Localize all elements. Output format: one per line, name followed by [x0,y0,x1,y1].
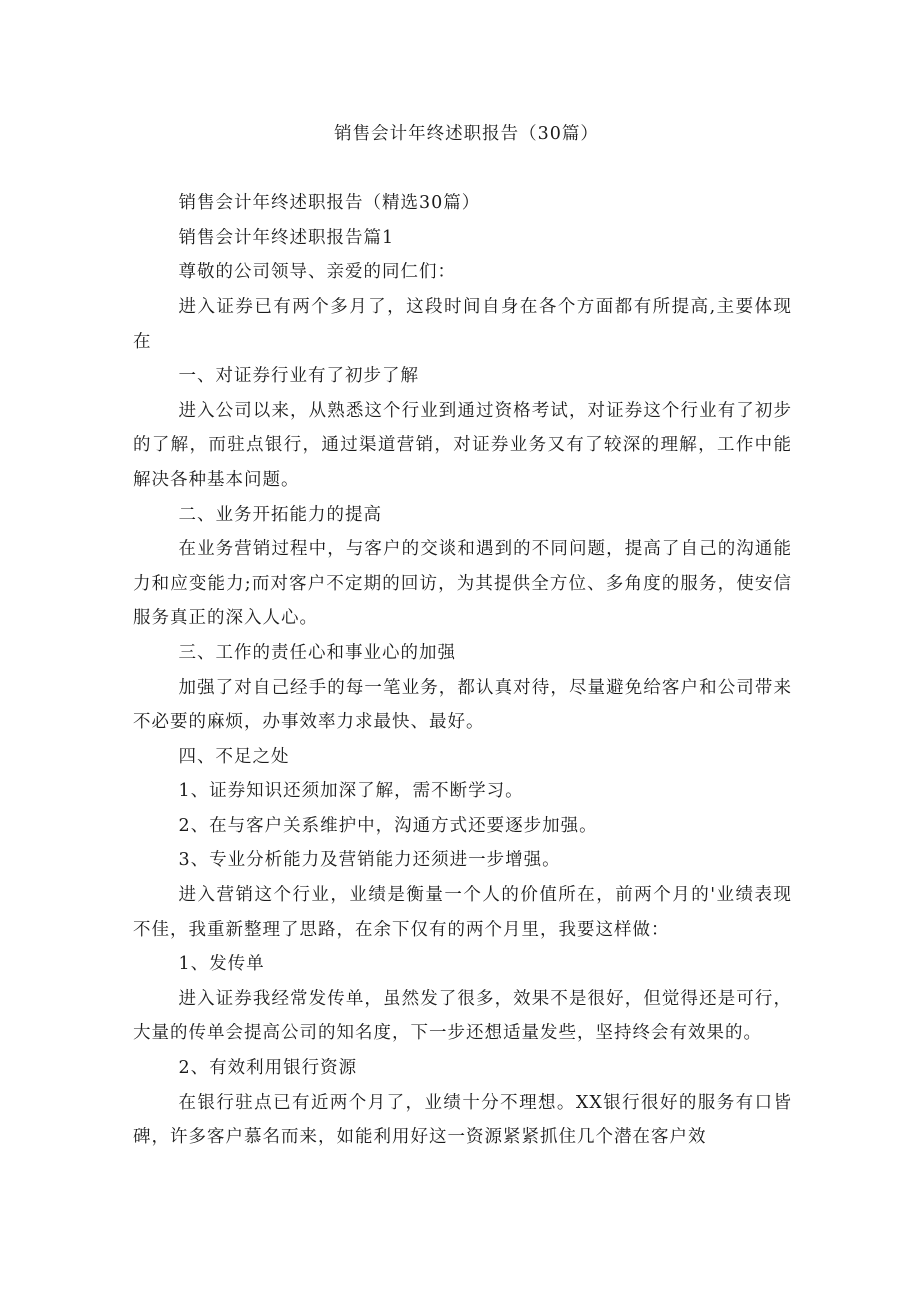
section-heading: 二、业务开拓能力的提高 [178,504,382,525]
list-item: 1、发传单 [178,954,265,975]
body-paragraph: 在业务营销过程中，与客户的交谈和遇到的不同问题，提高了自己的沟通能力和应变能力;而对客户不定期的回访，为其提供全方位、多角度的服务，使安信服务真正的深入人心。 [133,539,792,629]
section-heading: 销售会计年终述职报告篇1 [178,227,395,248]
document-title: 销售会计年终述职报告（30篇） [334,124,599,144]
list-item: 1、证券知识还须加深了解，需不断学习。 [178,781,524,802]
body-paragraph: 进入证券已有两个多月了，这段时间自身在各个方面都有所提高,主要体现在 [133,296,792,352]
body-paragraph: 进入营销这个行业，业绩是衡量一个人的价值所在，前两个月的'业绩表现不佳，我重新整理了思路，在余下仅有的两个月里，我要这样做： [133,885,792,940]
section-heading: 四、不足之处 [178,746,290,767]
section-heading: 三、工作的责任心和事业心的加强 [178,642,456,663]
list-item: 3、专业分析能力及营销能力还须进一步增强。 [178,850,561,871]
subtitle-paragraph: 销售会计年终述职报告（精选30篇） [178,193,481,214]
list-item: 2、有效利用银行资源 [178,1058,358,1079]
body-paragraph: 加强了对自己经手的每一笔业务，都认真对待，尽量避免给客户和公司带来不必要的麻烦，办事效率力求最快、最好。 [133,677,792,733]
section-heading: 一、对证券行业有了初步了解 [178,366,419,387]
body-paragraph: 在银行驻点已有近两个月了，业绩十分不理想。XX银行很好的服务有口皆碑，许多客户慕名而来，如能利用好这一资源紧紧抓住几个潜在客户效 [133,1092,792,1148]
list-item: 2、在与客户关系维护中，沟通方式还要逐步加强。 [178,815,598,836]
body-paragraph: 进入证券我经常发传单，虽然发了很多，效果不是很好，但觉得还是可行，大量的传单会提高公司的知名度，下一步还想适量发些，坚持终会有效果的。 [133,988,792,1044]
salutation: 尊敬的公司领导、亲爱的同仁们： [178,262,456,283]
body-paragraph: 进入公司以来，从熟悉这个行业到通过资格考试，对证券这个行业有了初步的了解，而驻点银行，通过渠道营销，对证券业务又有了较深的理解，工作中能解决各种基本问题。 [133,400,792,490]
